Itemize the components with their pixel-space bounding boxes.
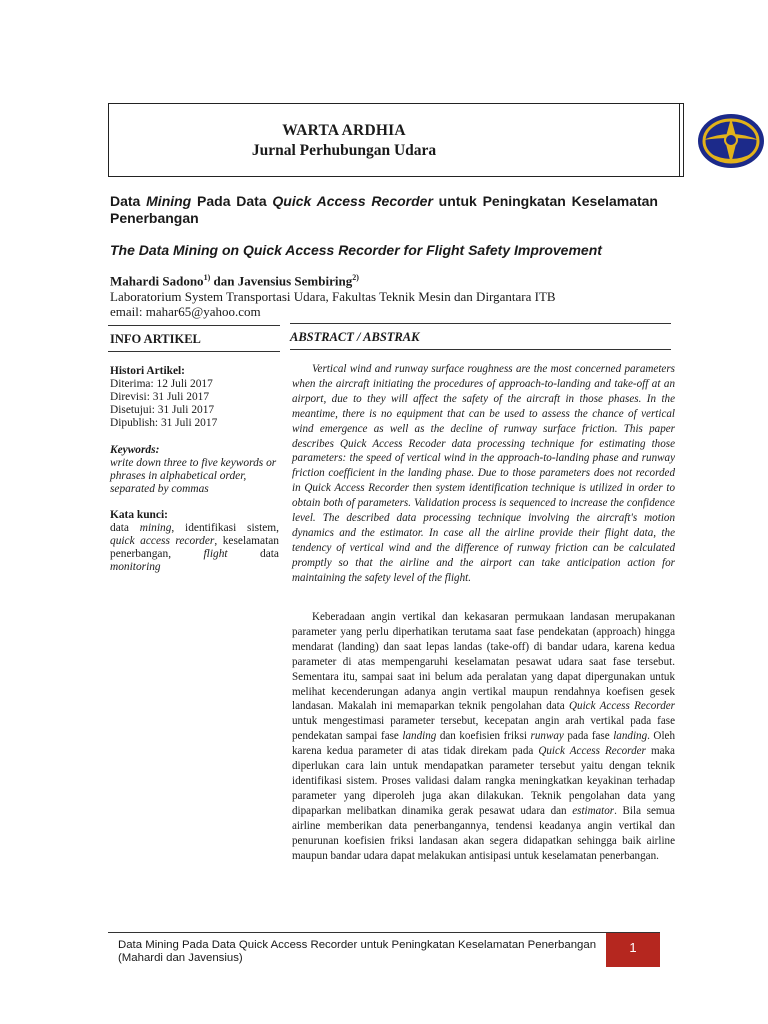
kata-kunci-line bbox=[110, 548, 279, 561]
abstract-id-italic-term: runway bbox=[530, 730, 564, 743]
kata-kunci-line bbox=[110, 561, 279, 574]
kk-seg-italic: flight bbox=[203, 548, 228, 560]
kata-kunci-line bbox=[110, 535, 279, 548]
keywords-title: Keywords: bbox=[110, 444, 160, 456]
keywords-text: write down three to five keywords or phrases in alphabetical order, separated by commas bbox=[110, 457, 277, 495]
history-title: Histori Artikel: bbox=[110, 365, 185, 377]
abstract-english-text: Vertical wind and runway surface roughness are the most concerned parameters when the aircraft initiating the procedures of approach-to-landing and take-off at an airport, due to they will affect the safety of the aircraft in those phases. In the meantime, there is no equipment that can be used to assess the chance of vertical wind emergence as well as the decline of runway surface friction. This paper describes Quick Access Recoder data processing technique for estimating those parameters: the speed of vertical wind in the approach-to-landing phase and runway friction coefficient in the landing phase. Due to those parameters does not recorded in Quick Access Recorder then system identification technique is utilized in order to obtain both of parameters. Validation process is sequenced to increase the confidence level. The described data processing technique involving the aircraft's motion dynamics and the estimator. In case all the airline provide their flight data, the tendency of vertical wind and the difference of runway friction can be calculated promptly so that the airline and the airport can take anticipation action for maintaining the safety level of the flight. bbox=[292, 363, 675, 584]
author-joiner: dan bbox=[210, 273, 238, 289]
abstract-id-italic-term: Quick Access Recorder bbox=[569, 700, 675, 713]
journal-name: WARTA ARDHIA bbox=[282, 122, 406, 139]
author-2: Javensius Sembiring bbox=[237, 273, 353, 289]
title-part: Pada Data bbox=[191, 193, 273, 209]
kk-seg: data bbox=[227, 548, 279, 560]
affiliation: Laboratorium System Transportasi Udara, Fakultas Teknik Mesin dan Dirgantara ITB bbox=[110, 289, 556, 304]
history-revised: Direvisi: 31 Juli 2017 bbox=[110, 391, 210, 403]
author-2-affil: 2) bbox=[352, 273, 359, 282]
abstract-id-italic-term: landing bbox=[613, 730, 648, 743]
abstract-indonesian bbox=[292, 610, 675, 863]
abstract-indonesian-text bbox=[292, 611, 675, 862]
abstract-id-italic-term: estimator bbox=[572, 804, 615, 817]
rule bbox=[290, 323, 671, 324]
abstract-id-italic-term: Quick Access Recorder bbox=[538, 745, 646, 758]
abstract-id-segment: Keberadaan angin vertikal dan kekasaran permukaan landasan merupakanan parameter yang perlu diperhatikan terutama saat fase pendekatan (approach) hingga mendarat (landing) dan saat lepas landas (take-off) di bandar udara, karena kedua parameter di atas mempengaruhi keselamatan pesawat udara saat fase tersebut. Sementara itu, sampai saat ini belum ada peralatan yang dapat dipergunakan untuk melihat kecenderungan adanya angin vertikal maupun rendahnya koefisen gesek landasan. Makalah ini memaparkan teknik pengolahan data bbox=[292, 611, 675, 713]
journal-masthead bbox=[108, 103, 684, 177]
footer-authors: (Mahardi dan Javensius) bbox=[118, 952, 243, 964]
ministry-emblem-icon bbox=[693, 110, 768, 172]
title-part: untuk Peningkatan Keselamatan bbox=[432, 193, 658, 209]
kata-kunci-text bbox=[110, 522, 279, 574]
history-received: Diterima: 12 Juli 2017 bbox=[110, 378, 213, 390]
article-title-indonesian-line2: Penerbangan bbox=[110, 210, 199, 226]
info-artikel-heading: INFO ARTIKEL bbox=[110, 332, 201, 346]
rule bbox=[108, 325, 280, 326]
title-part-italic: Mining bbox=[146, 193, 192, 209]
footer-title: Data Mining Pada Data Quick Access Recorder untuk Peningkatan Keselamatan Penerbangan bbox=[118, 939, 597, 951]
abstract-id-segment: pada fase bbox=[563, 730, 614, 743]
rule bbox=[290, 349, 671, 350]
footer-rule bbox=[108, 932, 660, 933]
kk-seg: data bbox=[110, 522, 140, 534]
kk-seg-italic: quick access recorder bbox=[110, 535, 215, 547]
masthead-divider bbox=[679, 104, 680, 176]
page-number: 1 bbox=[629, 940, 637, 955]
author-1: Mahardi Sadono bbox=[110, 273, 204, 289]
abstract-english bbox=[292, 362, 675, 586]
journal-subtitle: Jurnal Perhubungan Udara bbox=[251, 142, 437, 159]
author-1-affil: 1) bbox=[203, 273, 211, 282]
abstract-id-segment: untuk mengestimasi parameter tersebut, kecepatan angin arah vertikal pada fase pendekatan sampai fase bbox=[292, 715, 675, 743]
article-title-english: The Data Mining on Quick Access Recorder for Flight Safety Improvement bbox=[110, 242, 602, 258]
page-number-box bbox=[606, 933, 660, 967]
abstract-id-segment: maka diperlukan cara lain untuk mendapatkan parameter tersebut yaitu dengan teknik identifikasi sistem. Proses validasi dalam rangka meningkatkan keyakinan terhadap parameter yang diperoleh juga akan dilakukan. Teknik pengolahan data yang dipaparkan melibatkan dinamika gerak pesawat udara dan bbox=[292, 745, 675, 817]
abstract-id-segment: . Bila semua airline memberikan data penerbangannya, tendensi keadanya angin vertikal dan penurunan koefisien friksi landasan akan segera didapatkan sehingga baik airline maupun bandar udara dapat melakukan antisipasi untuk keselamatan penerbangan. bbox=[292, 804, 675, 862]
kata-kunci-title: Kata kunci: bbox=[110, 509, 168, 521]
article-title-indonesian bbox=[110, 193, 658, 210]
history-published: Dipublish: 31 Juli 2017 bbox=[110, 417, 218, 429]
abstract-heading: ABSTRACT / ABSTRAK bbox=[290, 330, 420, 344]
author-line bbox=[110, 273, 359, 289]
title-part-italic: Quick Access Recorder bbox=[272, 193, 433, 209]
rule bbox=[108, 351, 280, 352]
history-accepted: Disetujui: 31 Juli 2017 bbox=[110, 404, 215, 416]
kata-kunci-line bbox=[110, 522, 279, 535]
kk-seg: , identifikasi sistem, bbox=[171, 522, 279, 534]
title-part: Data bbox=[110, 193, 147, 209]
abstract-id-segment: . Oleh karena kedua parameter di atas tidak direkam pada bbox=[292, 730, 675, 758]
kk-seg-italic: monitoring bbox=[110, 561, 161, 573]
abstract-id-segment: dan koefisien friksi bbox=[436, 730, 531, 743]
running-footer bbox=[118, 939, 606, 965]
email[interactable]: email: mahar65@yahoo.com bbox=[110, 304, 261, 319]
kk-seg: , keselamatan bbox=[214, 535, 279, 547]
kk-seg-italic: mining bbox=[139, 522, 172, 534]
abstract-id-italic-term: landing bbox=[402, 730, 437, 743]
kk-seg: penerbangan, bbox=[110, 548, 204, 560]
